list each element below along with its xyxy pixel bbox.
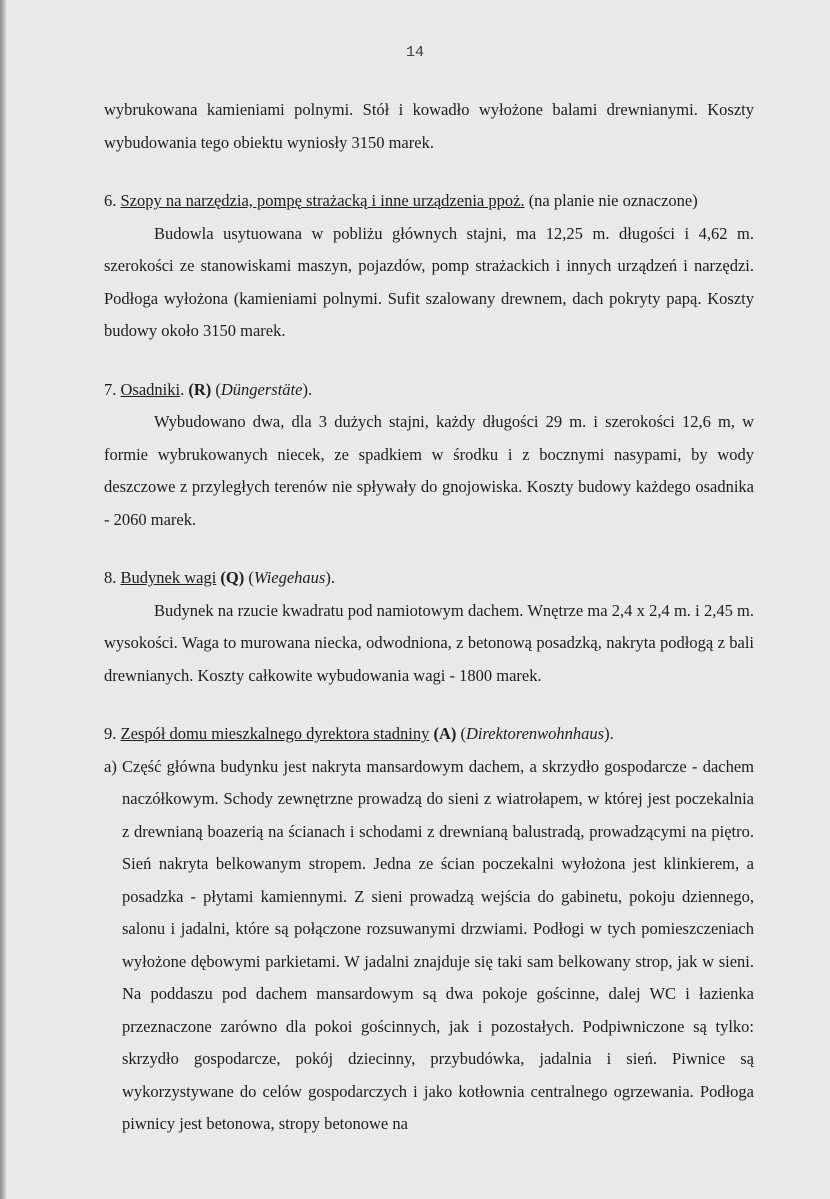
- section-6-heading: [104, 185, 754, 218]
- section-7-german-name: Düngerstäte: [220, 379, 303, 399]
- page-number: 14: [405, 44, 424, 61]
- section-gap: [104, 348, 754, 374]
- section-9-body: Część główna budynku jest nakryta mansardowym dachem, a skrzydło gospodarcze - dachem naczółkowym. Schody zewnętrzne prowadzą do sieni z wiatrołapem, w której jest poczekalnia z drewnianą boazerią na ścianach i schodami z drewnianą balustradą, prowadzącymi na piętro. Sień nakryta belkowanym stropem. Jedna ze ścian poczekalni wyłożona jest klinkierem, a posadzka - płytami kamiennymi. Z sieni prowadzą wejścia do gabinetu, pokoju dziennego, salonu i jadalni, które są połączone rozsuwanymi drzwiami. Podłogi w tych pomieszczeniach wyłożone dębowymi parkietami. W jadalni znajduje się taki sam belkowany strop, jak w sieni. Na poddaszu pod dachem mansardowym są dwa pokoje gościnne, dalej WC i łazienka przeznaczone zarówno dla pokoi gościnnych, jak i pozostałych. Podpiwniczone są tylko: skrzydło gospodarcze, pokój dziecinny, przybudówka, jadalnia i sień. Piwnice są wykorzystywane do celów gospodarczych i jako kotłownia centralnego ogrzewania. Podłoga piwnicy jest betonowa, stropy betonowe na: [122, 756, 754, 1133]
- section-8-title: Budynek wagi: [120, 568, 217, 587]
- section-9-code: (A): [433, 724, 457, 743]
- section-8-code: (Q): [220, 568, 245, 587]
- page-edge-shadow: [0, 0, 6, 1199]
- section-8-body: Budynek na rzucie kwadratu pod namiotowym dachem. Wnętrze ma 2,4 x 2,4 m. i 2,45 m. wysokości. Waga to murowana niecka, odwodniona, z betonową posadzką, nakryta podłogą z bali drewnianych. Koszty całkowite wybudowania wagi - 1800 marek.: [104, 600, 754, 685]
- section-8-number: 8.: [104, 568, 117, 587]
- section-6-note: (na planie nie oznaczone): [528, 191, 698, 210]
- section-6-title: Szopy na narzędzia, pompę strażacką i inne urządzenia ppoż.: [120, 191, 525, 210]
- section-gap: [104, 692, 754, 718]
- section-gap: [104, 536, 754, 562]
- section-8-heading: 8. Budynek wagi (Q) (Wiegehaus).: [104, 568, 335, 587]
- section-7-code: (R): [188, 379, 212, 399]
- section-9-german-name: Direktorenwohnhaus: [466, 724, 605, 743]
- section-9-title: Zespół domu mieszkalnego dyrektora stadniny: [120, 724, 430, 743]
- section-7-number: 7.: [104, 379, 117, 399]
- section-9-number: 9.: [104, 724, 117, 743]
- section-9-list-item-a: [104, 751, 754, 1141]
- section-8-german-name: Wiegehaus: [253, 568, 326, 587]
- section-7-heading: 7. Osadniki. (R) (Düngerstäte).: [104, 379, 313, 399]
- document-body: [104, 94, 754, 1141]
- section-6-body: Budowla usytuowana w pobliżu głównych stajni, ma 12,25 m. długości i 4,62 m. szerokości ze stanowiskami maszyn, pojazdów, pomp strażackich i innych urządzeń i narzędzi. Podłoga wyłożona (kamieniami polnymi. Sufit szalowany drewnem, dach pokryty papą. Koszty budowy około 3150 marek.: [104, 223, 754, 340]
- section-7-title: Osadniki: [120, 379, 181, 399]
- section-gap: [104, 159, 754, 185]
- section-7-body: Wybudowano dwa, dla 3 dużych stajni, każdy długości 29 m. i szerokości 12,6 m, w formie wybrukowanych niecek, ze spadkiem w środku i z bocznymi nasypami, by wody deszczowe z przyległych terenów nie spływały do gnojowiska. Koszty budowy każdego osadnika - 2060 marek.: [104, 412, 754, 529]
- list-marker: a): [104, 756, 117, 776]
- section-6-number: 6.: [104, 191, 117, 210]
- section-9-heading: 9. Zespół domu mieszkalnego dyrektora stadniny (A) (Direktorenwohnhaus).: [104, 724, 614, 743]
- intro-paragraph: wybrukowana kamieniami polnymi. Stół i kowadło wyłożone balami drewnianymi. Koszty wybudowania tego obiektu wyniosły 3150 marek.: [104, 100, 754, 152]
